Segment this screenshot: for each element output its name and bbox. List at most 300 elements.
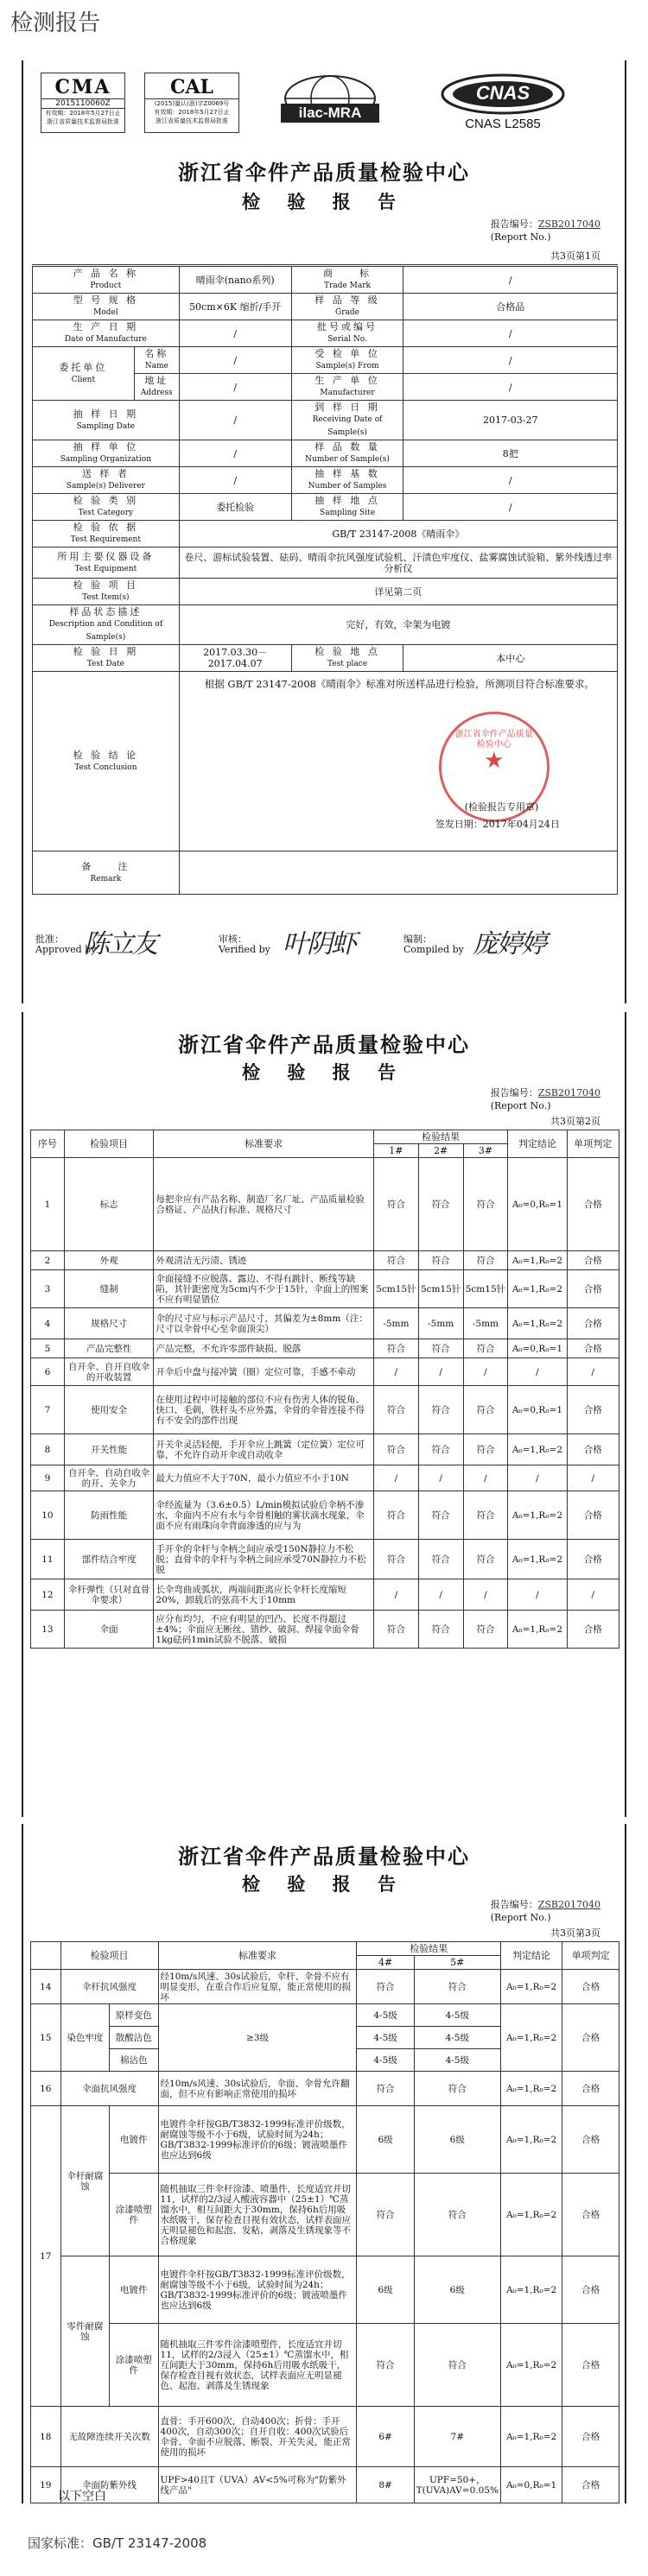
page-heading: 检测报告 <box>10 10 101 36</box>
unit-judge-cell: 合格 <box>567 1491 619 1540</box>
sub-item-cell: 原样变色 <box>110 2004 158 2027</box>
item-cell: 使用安全 <box>64 1386 154 1434</box>
result-3-cell: 符合 <box>463 1434 508 1465</box>
result-5-cell: 符合 <box>414 2324 500 2407</box>
page-indicator-3: 共3页第3页 <box>550 1927 600 1939</box>
remark-label: 备 注 Remark <box>33 851 180 895</box>
seq-cell: 10 <box>31 1491 65 1540</box>
item-cell: 部件结合牢度 <box>64 1540 154 1579</box>
basis-label: 检 验 依 据 Test Requirement <box>33 521 180 547</box>
test-date: 2017.03.30－2017.04.07 <box>179 645 291 672</box>
unit-judge-cell: 合格 <box>567 1270 619 1308</box>
result-3-cell: 符合 <box>463 1339 508 1358</box>
result-5-cell: 7# <box>414 2407 500 2467</box>
conclusion-text: 根据 GB/T 23147-2008《晴雨伞》标准对所送样品进行检验，所测项目符合标准要求。 <box>204 678 594 690</box>
category: 委托检验 <box>179 494 291 521</box>
seq-cell: 15 <box>31 2004 61 2072</box>
judge-cell: A₀=1,R₀=2 <box>500 2324 562 2407</box>
instruments-label: 所用主要仪器设备 Test Equipment <box>33 547 180 579</box>
requirement-cell: 随机抽取三件伞杆涂漆、喷墨件，长度适宜并切11，试样的2/3浸入酸液容器中（25±1）℃蒸馏水中，相互间距大于30mm，保持6h后用吸水纸吸干，保存检查目视有效状态，试样表面应无明显褪色和起泡、发粘、剥落及生锈现象等不合格现象 <box>158 2174 357 2256</box>
result-3-cell: 符合 <box>463 1251 508 1270</box>
table-row <box>31 1434 619 1465</box>
receiving-date-label: 到 样 日 期 Receiving Date of Sample(s) <box>291 401 403 440</box>
col-unit-judge: 单项判定 <box>567 1130 619 1158</box>
seq-cell: 9 <box>31 1465 65 1491</box>
result-1-cell: 5cm15针 <box>374 1270 419 1308</box>
unit-judge-cell: 合格 <box>562 2072 619 2106</box>
result-2-cell: / <box>418 1579 463 1611</box>
judge-cell: A₀=1,R₀=2 <box>508 1308 567 1339</box>
table-row <box>31 1491 619 1540</box>
result-1-cell: 符合 <box>374 1158 419 1251</box>
trademark-label: 商 标 Trade Mark <box>291 266 403 294</box>
seq-cell: 2 <box>31 1251 65 1270</box>
conclusion-label: 检 验 结 论 Test Conclusion <box>33 672 180 851</box>
requirement-cell: 伞面接缝不应脱落、露边、不得有跳针、断线等缺陷，其针距密度为5cm内不少于15针，伞面上的图案不应有明显错位 <box>154 1270 374 1308</box>
table-row <box>31 1579 619 1611</box>
judge-cell: A₀=1,R₀=2 <box>508 1611 567 1649</box>
unit-judge-cell: 合格 <box>567 1434 619 1465</box>
table-row <box>31 1339 619 1358</box>
result-5-cell: 6级 <box>414 2106 500 2174</box>
cnas-code: CNAS L2585 <box>465 117 541 131</box>
stamp-star-icon: ★ <box>484 748 505 774</box>
judge-cell: A₀=0,R₀=1 <box>500 2467 562 2503</box>
result-2-cell: / <box>418 1358 463 1386</box>
col-seq-3 <box>31 1942 61 1970</box>
cma-mark: CMA <box>54 76 111 98</box>
result-2-cell: -5mm <box>418 1308 463 1339</box>
client-name: / <box>179 347 291 374</box>
judge-cell: A₀=1,R₀=2 <box>500 2174 562 2256</box>
unit-judge-cell: 合格 <box>567 1540 619 1579</box>
cover-info-table <box>32 264 618 895</box>
judge-cell: / <box>508 1465 567 1491</box>
report-no-label: 报告编号： <box>490 218 538 230</box>
requirement-cell: 伞的尺寸应与标示产品尺寸，其偏差为±8mm（注：尺寸以伞骨中心至伞面顶尖） <box>154 1308 374 1339</box>
table-row <box>31 1611 619 1649</box>
judge-cell: A₀=1,R₀=2 <box>508 1251 567 1270</box>
seq-cell: 17 <box>31 2106 61 2407</box>
result-3-cell: 符合 <box>463 1611 508 1649</box>
result-4-cell: 符合 <box>357 2174 414 2256</box>
cma-validity: 有效期：2018年5月27日止 <box>45 110 121 117</box>
col-sample-5: 5# <box>414 1956 500 1970</box>
items: 详见第二页 <box>179 579 617 605</box>
table-row <box>31 1970 619 2004</box>
item-cell: 零件耐腐蚀 <box>60 2256 109 2407</box>
requirement-cell: 最大力值应不大于70N，最小力值应不小于10N <box>154 1465 374 1491</box>
report-page-3 <box>22 1824 626 2503</box>
seq-cell: 3 <box>31 1270 65 1308</box>
test-date-label: 检 验 日 期 Test Date <box>33 645 180 672</box>
table-row <box>31 1158 619 1251</box>
ilac-mark: ilac-MRA <box>298 104 362 121</box>
unit-judge-cell: 合格 <box>567 1251 619 1270</box>
result-3-cell: 符合 <box>463 1386 508 1434</box>
category-label: 检 验 类 别 Test Category <box>33 494 180 521</box>
table-row <box>31 2004 619 2027</box>
unit-judge-cell: / <box>567 1579 619 1611</box>
item-cell: 自开伞、自开自收伞的开收装置 <box>64 1358 154 1386</box>
item-cell: 缝制 <box>64 1270 154 1308</box>
test-place: 本中心 <box>403 645 618 672</box>
org-title-3: 浙江省伞件产品质量检验中心 <box>178 1844 470 1869</box>
sampling-site: / <box>403 494 618 521</box>
result-3-cell: / <box>463 1579 508 1611</box>
requirement-cell: 外观清洁无污渍、锈迹 <box>154 1251 374 1270</box>
seq-cell: 16 <box>31 2072 61 2106</box>
client-label: 委托单位 Client <box>33 347 135 401</box>
result-2-cell: 符合 <box>418 1491 463 1540</box>
requirement-cell: ≥3级 <box>158 2004 357 2072</box>
issue-date: 签发日期：2017年04月24日 <box>435 819 560 830</box>
item-cell: 规格尺寸 <box>64 1308 154 1339</box>
unit-judge-cell: 合格 <box>562 2174 619 2256</box>
judge-cell: A₀=1,R₀=2 <box>500 1970 562 2004</box>
item-cell: 开关性能 <box>64 1434 154 1465</box>
result-2-cell: 符合 <box>418 1540 463 1579</box>
result-1-cell: 符合 <box>374 1611 419 1649</box>
item-cell: 标志 <box>64 1158 154 1251</box>
col-sample-1: 1# <box>374 1144 419 1158</box>
judge-cell: A₀=1,R₀=2 <box>508 1434 567 1465</box>
sampling-date-label: 抽 样 日 期 Sampling Date <box>33 401 180 440</box>
trademark: / <box>403 266 618 294</box>
result-3-cell: / <box>463 1465 508 1491</box>
unit-judge-cell: 合格 <box>562 2467 619 2503</box>
result-3-cell: / <box>463 1358 508 1386</box>
table-row <box>31 1308 619 1339</box>
report-no-value: ZSB2017040 <box>537 218 600 230</box>
result-5-cell: 4-5级 <box>414 2027 500 2049</box>
col-requirement: 标准要求 <box>154 1130 374 1158</box>
sampling-site-label: 抽 样 地 点 Sampling Site <box>291 494 403 521</box>
cal-mark: CAL <box>169 76 214 98</box>
report-number-2: 报告编号：ZSB2017040 (Report No.) <box>490 1087 600 1111</box>
mfg-date: / <box>179 320 291 347</box>
requirement-cell: 电镀件伞杆按GB/T3832-1999标准评价级数，耐腐蚀等级不小于6级，试验时间为24h；GB/T3832-1999标准评价的6级；镀液喷墨件也应达到6级 <box>158 2256 357 2324</box>
sample-qty-label: 样 品 数 量 Number of Sample(s) <box>291 440 403 467</box>
seq-cell: 8 <box>31 1434 65 1465</box>
result-3-cell: 符合 <box>463 1158 508 1251</box>
seq-cell: 6 <box>31 1358 65 1386</box>
result-5-cell: UPF=50+，T(UVA)AV=0.05% <box>414 2467 500 2503</box>
result-5-cell: 符合 <box>414 2072 500 2106</box>
sample-description: 完好，有效，伞架为电镀 <box>179 605 617 645</box>
cnas-mark: CNAS <box>475 82 530 104</box>
item-cell: 防雨性能 <box>64 1491 154 1540</box>
requirement-cell: 应分布均匀，不应有明显的凹凸、长度不得超过±4%；伞面应无断丝、错纱、破洞、焊接伞面伞骨1kg砝码1min试验不脱落、破损 <box>154 1611 374 1649</box>
manufacturer-label: 生 产 单 位 Manufacturer <box>291 374 403 401</box>
result-2-cell: 符合 <box>418 1434 463 1465</box>
cma-logo <box>41 73 125 133</box>
org-title: 浙江省伞件产品质量检验中心 <box>178 160 470 185</box>
mfg-date-label: 生 产 日 期 Date of Manufacture <box>33 320 180 347</box>
sample-base-label: 抽 样 基 数 Number of Samples <box>291 467 403 494</box>
result-1-cell: 符合 <box>374 1540 419 1579</box>
item-cell: 伞杆耐腐蚀 <box>60 2106 109 2256</box>
judge-cell: A₀=1,R₀=2 <box>500 2072 562 2106</box>
seq-cell: 7 <box>31 1386 65 1434</box>
judge-cell: / <box>508 1358 567 1386</box>
unit-judge-cell: 合格 <box>567 1386 619 1434</box>
result-2-cell: 符合 <box>418 1611 463 1649</box>
ilac-globe-icon <box>265 73 395 133</box>
result-2-cell: / <box>418 1465 463 1491</box>
requirement-cell: 开关伞灵活轻便，手开伞应上跳簧（定位簧）定位可靠，不允许自动开伞或自动收伞 <box>154 1434 374 1465</box>
requirement-cell: 电镀件伞杆按GB/T3832-1999标准评价级数，耐腐蚀等级不小于6级，试验时间为24h；GB/T3832-1999标准评价的6级；镀液喷墨件也应达到6级 <box>158 2106 357 2174</box>
cal-validity: 有效期：2018年5月27日止 <box>154 109 230 116</box>
model: 50cm×6K 缩折/手开 <box>179 294 291 320</box>
stamp-text: 浙江省伞件产品质量检验中心 <box>454 730 533 750</box>
requirement-cell: 伞经流量为（3.6±0.5）L/min模拟试验后伞柄不渗水，伞面内不应有水与伞骨相触的雾状滴水现象，伞面不应有雨珠向伞背面渗透的应与为 <box>154 1491 374 1540</box>
result-3-cell: -5mm <box>463 1308 508 1339</box>
requirement-cell: 在使用过程中可接触的部位不应有伤害人体的锐角、快口、毛刺，铁杆头不应外露，伞骨的伞骨连接不得有不安全的部件出现 <box>154 1386 374 1434</box>
unit-judge-cell: 合格 <box>562 2407 619 2467</box>
doc-title-2: 检 验 报 告 <box>242 1061 406 1083</box>
col-sample-4: 4# <box>357 1956 414 1970</box>
result-5-cell: 符合 <box>414 1970 500 2004</box>
seq-cell: 14 <box>31 1970 61 2004</box>
result-2-cell: 符合 <box>418 1339 463 1358</box>
unit-judge-cell: 合格 <box>562 2324 619 2407</box>
unit-judge-cell: 合格 <box>562 2004 619 2072</box>
receiving-date: 2017-03-27 <box>403 401 618 440</box>
result-4-cell: 符合 <box>357 2324 414 2407</box>
col-requirement-3: 标准要求 <box>158 1942 357 1970</box>
table-row <box>31 1358 619 1386</box>
instruments: 卷尺、游标试验装置、砝码、晴雨伞抗风强度试验机、汗渍色牢度仪、盐雾腐蚀试验箱、紫外线透过率分析仪 <box>179 547 617 579</box>
client-address: / <box>179 374 291 401</box>
judge-cell: A₀=1,R₀=2 <box>500 2004 562 2072</box>
unit-judge-cell: 合格 <box>567 1339 619 1358</box>
item-cell: 伞面 <box>64 1611 154 1649</box>
table-row <box>31 2256 619 2324</box>
judge-cell: A₀=1,R₀=2 <box>508 1270 567 1308</box>
item-cell: 伞面防紫外线 <box>60 2467 158 2503</box>
test-place-label: 检 验 地 点 Test place <box>291 645 403 672</box>
report-number-3: 报告编号：ZSB2017040 (Report No.) <box>490 1899 600 1923</box>
result-1-cell: -5mm <box>374 1308 419 1339</box>
result-4-cell: 4-5级 <box>357 2027 414 2049</box>
sampling-org: / <box>179 440 291 467</box>
remark <box>179 851 617 895</box>
grade: 合格品 <box>403 294 618 320</box>
table-row <box>31 2407 619 2467</box>
test-results-table-1 <box>30 1130 619 1649</box>
report-number <box>491 218 600 244</box>
doc-title-3: 检 验 报 告 <box>242 1873 406 1895</box>
sub-item-cell: 涂漆喷塑件 <box>110 2324 158 2407</box>
judge-cell: A₀=1,R₀=2 <box>508 1540 567 1579</box>
seq-cell: 4 <box>31 1308 65 1339</box>
seal-note: (检验报告专用章) <box>464 801 539 813</box>
item-cell: 外观 <box>64 1251 154 1270</box>
requirement-cell: 经10m/s风速、30s试验后，伞面、伞骨允许翻面，但不应有影响正常使用的损坏 <box>158 2072 357 2106</box>
unit-judge-cell: 合格 <box>567 1611 619 1649</box>
requirement-cell: 随机抽取三件零件涂漆喷塑件，长度适宜并切11，试样的2/3浸入（25±1）℃蒸馏水中，相互间距大于30mm，保持6h后用吸水纸吸干，保存检查目视有效状态，试样表面应无明显褪色、起泡、剥落及生锈现象 <box>158 2324 357 2407</box>
col-sample-2: 2# <box>418 1144 463 1158</box>
result-5-cell: 符合 <box>414 2174 500 2256</box>
table-row <box>31 1386 619 1434</box>
col-unit-judge-3: 单项判定 <box>562 1942 619 1970</box>
client-address-label: 地址 Address <box>134 374 179 401</box>
cal-cert: (2015)量认(浙)字Z0069号 <box>145 98 238 108</box>
verified-signature: 叶阴虾 <box>283 929 355 959</box>
table-row <box>31 2174 619 2256</box>
report-no-en: (Report No.) <box>490 231 551 243</box>
requirement-cell: 开伞后中盘与接冲簧（圈）定位可靠，手感不牵动 <box>154 1358 374 1386</box>
result-1-cell: 符合 <box>374 1386 419 1434</box>
report-page-2 <box>22 1012 626 1817</box>
sampling-org-label: 抽 样 单 位 Sampling Organization <box>33 440 180 467</box>
result-3-cell: 符合 <box>463 1491 508 1540</box>
result-2-cell: 符合 <box>418 1386 463 1434</box>
judge-cell: A₀=0,R₀=1 <box>508 1158 567 1251</box>
verified-by-label: 审核： Verified by <box>219 934 270 955</box>
unit-judge-cell: 合格 <box>567 1158 619 1251</box>
seq-cell: 5 <box>31 1339 65 1358</box>
result-5-cell: 6级 <box>414 2256 500 2324</box>
result-2-cell: 5cm15针 <box>418 1270 463 1308</box>
item-cell: 自开伞、自动自收伞的开、关伞力 <box>64 1465 154 1491</box>
judge-cell: A₀=0,R₀=1 <box>508 1339 567 1358</box>
col-judge-3: 判定结论 <box>500 1942 562 1970</box>
item-cell: 伞杆抗风强度 <box>60 1970 158 2004</box>
page-indicator-1: 共3页第1页 <box>550 250 600 262</box>
sub-item-cell: 涂漆喷塑件 <box>110 2174 158 2256</box>
result-1-cell: 符合 <box>374 1434 419 1465</box>
table-row <box>31 2467 619 2503</box>
approved-signature: 陈立友 <box>84 929 156 959</box>
ilac-mra-logo <box>265 73 395 133</box>
compiled-by-label: 编制： Compiled by <box>403 934 464 955</box>
table-row <box>31 2106 619 2174</box>
grade-label: 样 品 等 级 Grade <box>291 294 403 320</box>
client-name-label: 名称 Name <box>134 347 179 374</box>
sub-item-cell: 棉沾色 <box>110 2049 158 2072</box>
sub-item-cell: 散酸沾色 <box>110 2027 158 2049</box>
col-item: 检验项目 <box>64 1130 154 1158</box>
result-4-cell: 4-5级 <box>357 2004 414 2027</box>
seq-cell: 11 <box>31 1540 65 1579</box>
result-1-cell: / <box>374 1579 419 1611</box>
requirement-cell: 直骨：手开600次，自动400次；折骨：手开400次，自动300次；自开自收：400次试验后伞骨、伞面不应脱落、断裂、开关失灵，能正常使用的损坏 <box>158 2407 357 2467</box>
manufacturer: / <box>403 374 618 401</box>
seq-cell: 1 <box>31 1158 65 1251</box>
col-item-3: 检验项目 <box>60 1942 158 1970</box>
org-title-2: 浙江省伞件产品质量检验中心 <box>178 1032 470 1057</box>
judge-cell: A₀=1,R₀=2 <box>508 1491 567 1540</box>
requirement-cell: 经10m/s风速、30s试验后，伞杆、伞骨不应有明显变形，在重合作后应复原，能正常使用的损坏 <box>158 1970 357 2004</box>
seq-cell: 19 <box>31 2467 61 2503</box>
product-name: 晴雨伞(nano系列) <box>179 266 291 294</box>
seq-cell: 13 <box>31 1611 65 1649</box>
result-1-cell: 符合 <box>374 1491 419 1540</box>
sub-item-cell: 电镀件 <box>110 2106 158 2174</box>
cal-logo <box>144 73 239 133</box>
desc-label: 样品状态描述 Description and Condition of Sample(s) <box>33 605 180 645</box>
sample-base: / <box>403 467 618 494</box>
result-5-cell: 4-5级 <box>414 2004 500 2027</box>
basis: GB/T 23147-2008《晴雨伞》 <box>179 521 617 547</box>
result-4-cell: 6级 <box>357 2256 414 2324</box>
unit-judge-cell: / <box>567 1358 619 1386</box>
unit-judge-cell: 合格 <box>562 2106 619 2174</box>
result-3-cell: 5cm15针 <box>463 1270 508 1308</box>
unit-judge-cell: / <box>567 1465 619 1491</box>
unit-judge-cell: 合格 <box>567 1308 619 1339</box>
result-4-cell: 8# <box>357 2467 414 2503</box>
sub-item-cell: 电镀件 <box>110 2256 158 2324</box>
col-sample-3: 3# <box>463 1144 508 1158</box>
serial-label: 批号或编号 Serial No. <box>291 320 403 347</box>
col-results-3: 检验结果 <box>357 1942 500 1956</box>
doc-title: 检 验 报 告 <box>242 191 406 212</box>
deliverer: / <box>179 467 291 494</box>
judge-cell: A₀=1,R₀=2 <box>500 2256 562 2324</box>
deliverer-label: 送 样 者 Sample(s) Deliverer <box>33 467 180 494</box>
page-indicator-2: 共3页第2页 <box>550 1116 600 1127</box>
conclusion-cell <box>179 672 617 851</box>
cal-approver: 浙江省质量技术监督局批准 <box>156 117 228 124</box>
compiled-signature: 庞婷婷 <box>473 929 545 959</box>
col-seq: 序号 <box>31 1130 65 1158</box>
item-cell: 无故障连续开关次数 <box>60 2407 158 2467</box>
requirement-cell: UPF>40且T（UVA）AV<5%可称为"防紫外线产品" <box>158 2467 357 2503</box>
cma-code: 2015110060Z <box>41 98 124 109</box>
report-page-1 <box>22 60 626 1003</box>
approved-by-label: 批准： Approved by <box>35 934 97 955</box>
result-1-cell: / <box>374 1465 419 1491</box>
result-4-cell: 6# <box>357 2407 414 2467</box>
items-label: 检 验 项 目 Test Item(s) <box>33 579 180 605</box>
item-cell: 染色牢度 <box>60 2004 109 2072</box>
product-name-label: 产 品 名 称 Product <box>33 266 180 294</box>
judge-cell: A₀=0,R₀=1 <box>508 1386 567 1434</box>
seq-cell: 18 <box>31 2407 61 2467</box>
result-2-cell: 符合 <box>418 1158 463 1251</box>
footer-standard: 国家标准：GB/T 23147-2008 <box>28 2535 207 2551</box>
result-3-cell: 符合 <box>463 1540 508 1579</box>
unit-judge-cell: 合格 <box>562 2256 619 2324</box>
serial: / <box>403 320 618 347</box>
unit-judge-cell: 合格 <box>562 1970 619 2004</box>
blank-below-note: 以下空白 <box>58 2490 106 2503</box>
col-results: 检验结果 <box>374 1130 508 1144</box>
result-1-cell: / <box>374 1358 419 1386</box>
seq-cell: 12 <box>31 1579 65 1611</box>
item-cell: 伞面抗风强度 <box>60 2072 158 2106</box>
requirement-cell: 产品完整，不允许零部件缺损、脱落 <box>154 1339 374 1358</box>
judge-cell: / <box>508 1579 567 1611</box>
sample-qty: 8把 <box>403 440 618 467</box>
table-row <box>31 1251 619 1270</box>
result-4-cell: 符合 <box>357 2072 414 2106</box>
judge-cell: A₀=1,R₀=2 <box>500 2407 562 2467</box>
item-cell: 伞杆弹性（只对直骨伞要求） <box>64 1579 154 1611</box>
result-2-cell: 符合 <box>418 1251 463 1270</box>
col-judge: 判定结论 <box>508 1130 567 1158</box>
table-row <box>31 2324 619 2407</box>
requirement-cell: 每把伞应有产品名称、制造厂名厂址、产品质量检验合格证、产品执行标准、规格尺寸 <box>154 1158 374 1251</box>
sample-from: / <box>403 347 618 374</box>
requirement-cell: 手开伞的伞杆与伞柄之间应承受150N静拉力不松脱；直骨伞的伞杆与伞柄之间应承受70N静拉力不松脱 <box>154 1540 374 1579</box>
judge-cell: A₀=1,R₀=2 <box>500 2106 562 2174</box>
result-4-cell: 符合 <box>357 1970 414 2004</box>
table-row <box>31 1465 619 1491</box>
